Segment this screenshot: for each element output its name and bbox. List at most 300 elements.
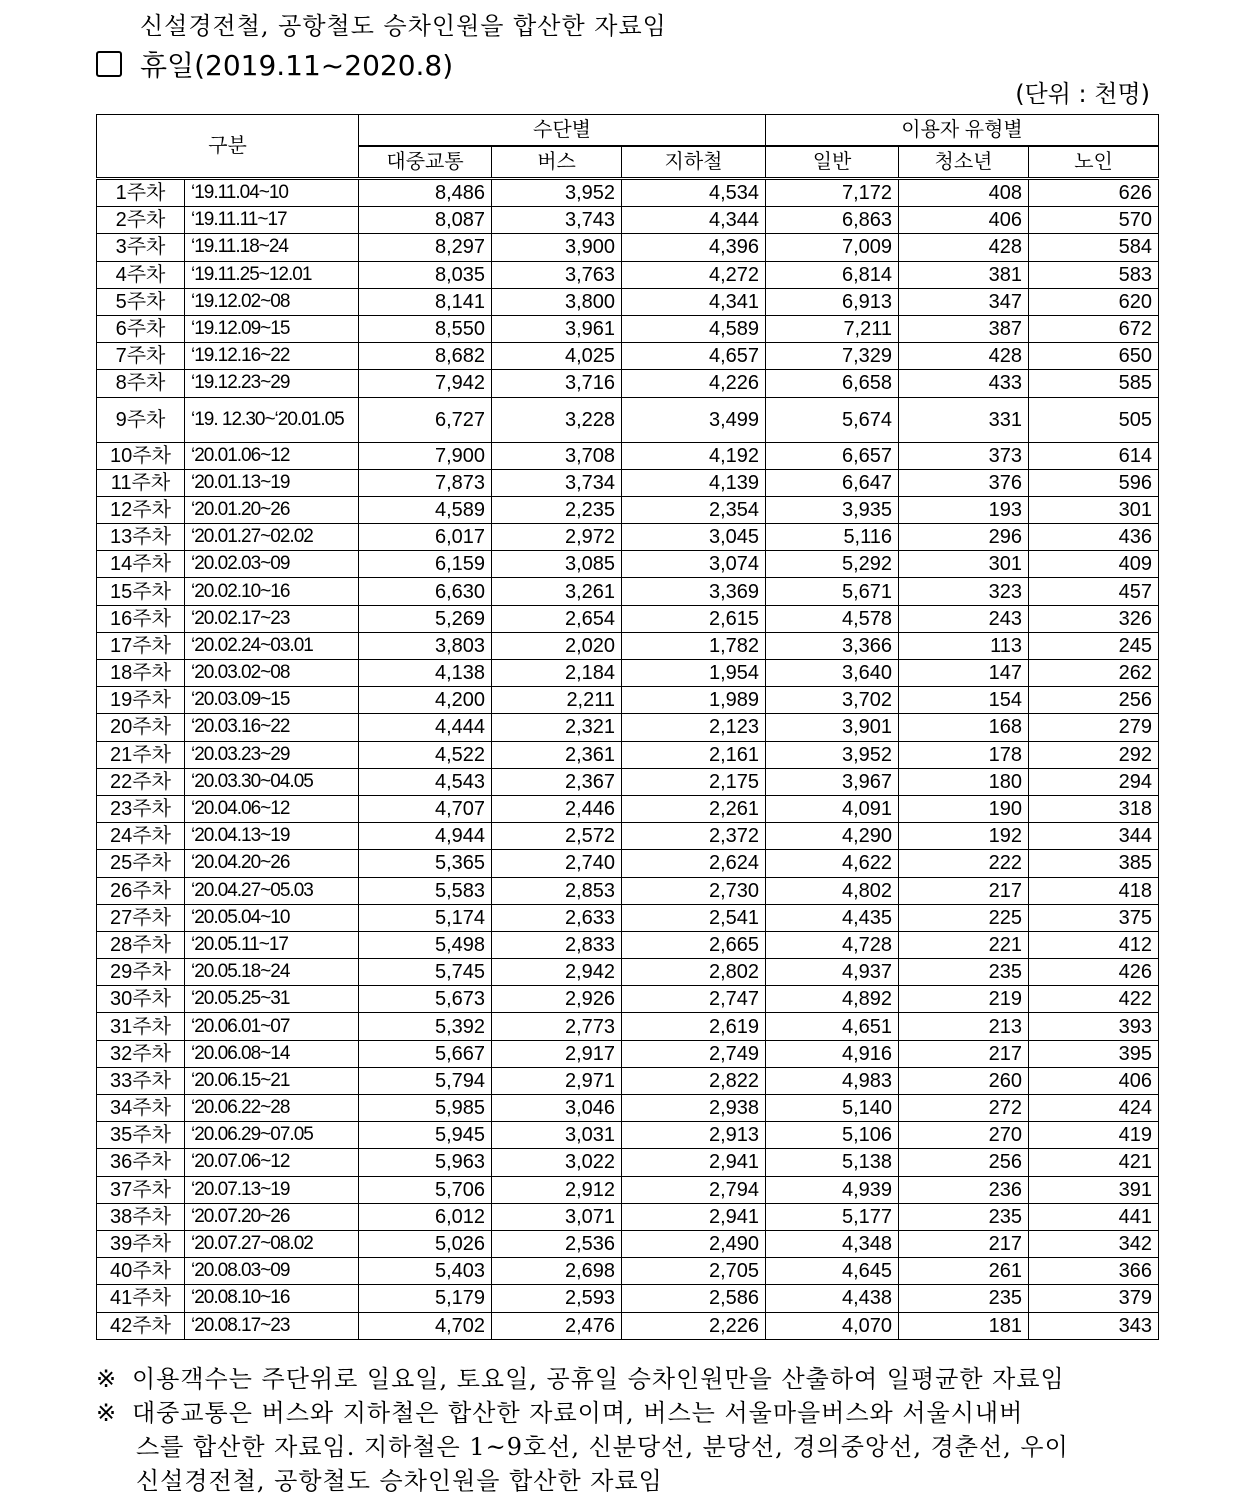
youth-cell: 222 bbox=[899, 850, 1029, 877]
youth-cell: 217 bbox=[899, 877, 1029, 904]
public-transit-cell: 5,365 bbox=[359, 850, 492, 877]
public-transit-cell: 6,727 bbox=[359, 397, 492, 442]
week-cell: 36주차 bbox=[97, 1149, 185, 1176]
senior-cell: 418 bbox=[1029, 877, 1159, 904]
week-cell: 11주차 bbox=[97, 469, 185, 496]
senior-cell: 419 bbox=[1029, 1122, 1159, 1149]
general-cell: 5,671 bbox=[766, 578, 899, 605]
bus-cell: 2,917 bbox=[492, 1040, 622, 1067]
bus-cell: 4,025 bbox=[492, 343, 622, 370]
public-transit-cell: 7,900 bbox=[359, 442, 492, 469]
public-transit-cell: 4,589 bbox=[359, 496, 492, 523]
bus-cell: 3,031 bbox=[492, 1122, 622, 1149]
period-cell: ‘20.06.08~14 bbox=[185, 1040, 359, 1067]
week-cell: 38주차 bbox=[97, 1203, 185, 1230]
table-row bbox=[97, 1312, 1159, 1339]
subway-cell: 2,938 bbox=[622, 1095, 766, 1122]
week-cell: 6주차 bbox=[97, 315, 185, 342]
senior-cell: 457 bbox=[1029, 578, 1159, 605]
bus-cell: 2,235 bbox=[492, 496, 622, 523]
table-row bbox=[97, 1176, 1159, 1203]
week-cell: 28주차 bbox=[97, 931, 185, 958]
youth-cell: 190 bbox=[899, 795, 1029, 822]
general-cell: 5,106 bbox=[766, 1122, 899, 1149]
youth-cell: 154 bbox=[899, 687, 1029, 714]
youth-cell: 192 bbox=[899, 823, 1029, 850]
subway-cell: 3,074 bbox=[622, 551, 766, 578]
week-cell: 8주차 bbox=[97, 370, 185, 397]
senior-cell: 422 bbox=[1029, 986, 1159, 1013]
subway-cell: 1,782 bbox=[622, 632, 766, 659]
period-cell: ‘20.08.03~09 bbox=[185, 1258, 359, 1285]
table-row bbox=[97, 343, 1159, 370]
checkbox-square-icon bbox=[96, 51, 122, 77]
bus-cell: 2,912 bbox=[492, 1176, 622, 1203]
bus-cell: 2,593 bbox=[492, 1285, 622, 1312]
header-col-youth: 청소년 bbox=[899, 146, 1029, 179]
continued-note-text: 신설경전철, 공항철도 승차인원을 합산한 자료임 bbox=[140, 12, 667, 40]
bus-cell: 3,743 bbox=[492, 207, 622, 234]
period-cell: ‘20.06.22~28 bbox=[185, 1095, 359, 1122]
youth-cell: 221 bbox=[899, 931, 1029, 958]
period-cell: ‘20.05.04~10 bbox=[185, 904, 359, 931]
week-cell: 16주차 bbox=[97, 605, 185, 632]
public-transit-cell: 4,702 bbox=[359, 1312, 492, 1339]
period-cell: ‘20.02.10~16 bbox=[185, 578, 359, 605]
senior-cell: 395 bbox=[1029, 1040, 1159, 1067]
general-cell: 4,802 bbox=[766, 877, 899, 904]
week-cell: 29주차 bbox=[97, 959, 185, 986]
note-2-line-1: 대중교통은 버스와 지하철은 합산한 자료이며, 버스는 서울마을버스와 서울시내버 bbox=[132, 1399, 1024, 1427]
general-cell: 5,138 bbox=[766, 1149, 899, 1176]
senior-cell: 301 bbox=[1029, 496, 1159, 523]
week-cell: 39주차 bbox=[97, 1230, 185, 1257]
public-transit-cell: 4,138 bbox=[359, 660, 492, 687]
general-cell: 3,952 bbox=[766, 741, 899, 768]
bus-cell: 2,698 bbox=[492, 1258, 622, 1285]
bus-cell: 2,833 bbox=[492, 931, 622, 958]
subway-cell: 2,665 bbox=[622, 931, 766, 958]
youth-cell: 331 bbox=[899, 397, 1029, 442]
senior-cell: 584 bbox=[1029, 234, 1159, 261]
table-row bbox=[97, 632, 1159, 659]
table-row bbox=[97, 959, 1159, 986]
general-cell: 4,728 bbox=[766, 931, 899, 958]
bus-cell: 3,228 bbox=[492, 397, 622, 442]
week-cell: 40주차 bbox=[97, 1258, 185, 1285]
public-transit-cell: 8,682 bbox=[359, 343, 492, 370]
bus-cell: 3,716 bbox=[492, 370, 622, 397]
public-transit-cell: 4,707 bbox=[359, 795, 492, 822]
bus-cell: 2,020 bbox=[492, 632, 622, 659]
bus-cell: 2,853 bbox=[492, 877, 622, 904]
general-cell: 5,140 bbox=[766, 1095, 899, 1122]
week-cell: 9주차 bbox=[97, 397, 185, 442]
public-transit-cell: 5,985 bbox=[359, 1095, 492, 1122]
note-1 bbox=[96, 1362, 1158, 1396]
general-cell: 7,211 bbox=[766, 315, 899, 342]
general-cell: 4,983 bbox=[766, 1067, 899, 1094]
table-row bbox=[97, 931, 1159, 958]
subway-cell: 2,624 bbox=[622, 850, 766, 877]
senior-cell: 391 bbox=[1029, 1176, 1159, 1203]
table-row bbox=[97, 1203, 1159, 1230]
public-transit-cell: 8,087 bbox=[359, 207, 492, 234]
note-2-line-3: 신설경전철, 공항철도 승차인원을 합산한 자료임 bbox=[136, 1467, 663, 1495]
table-row bbox=[97, 261, 1159, 288]
subway-cell: 4,657 bbox=[622, 343, 766, 370]
period-cell: ‘20.02.17~23 bbox=[185, 605, 359, 632]
public-transit-cell: 5,498 bbox=[359, 931, 492, 958]
table-row bbox=[97, 1067, 1159, 1094]
table-row bbox=[97, 496, 1159, 523]
senior-cell: 256 bbox=[1029, 687, 1159, 714]
bus-cell: 2,942 bbox=[492, 959, 622, 986]
youth-cell: 381 bbox=[899, 261, 1029, 288]
public-transit-cell: 5,745 bbox=[359, 959, 492, 986]
week-cell: 4주차 bbox=[97, 261, 185, 288]
public-transit-cell: 4,944 bbox=[359, 823, 492, 850]
public-transit-cell: 5,269 bbox=[359, 605, 492, 632]
period-cell: ‘20.08.10~16 bbox=[185, 1285, 359, 1312]
subway-cell: 2,747 bbox=[622, 986, 766, 1013]
period-cell: ‘20.06.15~21 bbox=[185, 1067, 359, 1094]
senior-cell: 614 bbox=[1029, 442, 1159, 469]
public-transit-cell: 5,179 bbox=[359, 1285, 492, 1312]
header-col-public-transit: 대중교통 bbox=[359, 146, 492, 179]
week-cell: 42주차 bbox=[97, 1312, 185, 1339]
week-cell: 10주차 bbox=[97, 442, 185, 469]
public-transit-cell: 5,963 bbox=[359, 1149, 492, 1176]
week-cell: 2주차 bbox=[97, 207, 185, 234]
unit-label: (단위 : 천명) bbox=[1015, 80, 1150, 108]
senior-cell: 620 bbox=[1029, 288, 1159, 315]
week-cell: 13주차 bbox=[97, 524, 185, 551]
period-cell: ‘20.05.11~17 bbox=[185, 931, 359, 958]
period-cell: ‘19. 12.30~‘20.01.05 bbox=[185, 397, 359, 442]
header-col-bus: 버스 bbox=[492, 146, 622, 179]
ridership-table bbox=[96, 114, 1159, 1340]
youth-cell: 213 bbox=[899, 1013, 1029, 1040]
youth-cell: 193 bbox=[899, 496, 1029, 523]
youth-cell: 301 bbox=[899, 551, 1029, 578]
public-transit-cell: 4,444 bbox=[359, 714, 492, 741]
youth-cell: 260 bbox=[899, 1067, 1029, 1094]
senior-cell: 245 bbox=[1029, 632, 1159, 659]
week-cell: 26주차 bbox=[97, 877, 185, 904]
general-cell: 7,329 bbox=[766, 343, 899, 370]
general-cell: 3,901 bbox=[766, 714, 899, 741]
subway-cell: 2,941 bbox=[622, 1203, 766, 1230]
bus-cell: 2,536 bbox=[492, 1230, 622, 1257]
youth-cell: 373 bbox=[899, 442, 1029, 469]
public-transit-cell: 3,803 bbox=[359, 632, 492, 659]
youth-cell: 168 bbox=[899, 714, 1029, 741]
table-row bbox=[97, 288, 1159, 315]
general-cell: 4,916 bbox=[766, 1040, 899, 1067]
table-row bbox=[97, 795, 1159, 822]
general-cell: 6,658 bbox=[766, 370, 899, 397]
subway-cell: 2,705 bbox=[622, 1258, 766, 1285]
youth-cell: 347 bbox=[899, 288, 1029, 315]
public-transit-cell: 7,873 bbox=[359, 469, 492, 496]
table-row bbox=[97, 850, 1159, 877]
senior-cell: 385 bbox=[1029, 850, 1159, 877]
table-row bbox=[97, 1013, 1159, 1040]
table-row bbox=[97, 1230, 1159, 1257]
public-transit-cell: 8,486 bbox=[359, 179, 492, 207]
period-cell: ‘19.12.09~15 bbox=[185, 315, 359, 342]
week-cell: 34주차 bbox=[97, 1095, 185, 1122]
subway-cell: 4,341 bbox=[622, 288, 766, 315]
week-cell: 20주차 bbox=[97, 714, 185, 741]
table-row bbox=[97, 605, 1159, 632]
header-group-mode: 수단별 bbox=[359, 115, 766, 147]
week-cell: 23주차 bbox=[97, 795, 185, 822]
period-cell: ‘19.11.18~24 bbox=[185, 234, 359, 261]
bus-cell: 3,085 bbox=[492, 551, 622, 578]
week-cell: 3주차 bbox=[97, 234, 185, 261]
general-cell: 4,435 bbox=[766, 904, 899, 931]
subway-cell: 2,226 bbox=[622, 1312, 766, 1339]
table-row bbox=[97, 687, 1159, 714]
subway-cell: 4,192 bbox=[622, 442, 766, 469]
period-cell: ‘20.06.01~07 bbox=[185, 1013, 359, 1040]
period-cell: ‘20.04.13~19 bbox=[185, 823, 359, 850]
youth-cell: 181 bbox=[899, 1312, 1029, 1339]
period-cell: ‘19.11.04~10 bbox=[185, 179, 359, 207]
bus-cell: 3,734 bbox=[492, 469, 622, 496]
senior-cell: 326 bbox=[1029, 605, 1159, 632]
public-transit-cell: 4,522 bbox=[359, 741, 492, 768]
table-row bbox=[97, 442, 1159, 469]
youth-cell: 219 bbox=[899, 986, 1029, 1013]
public-transit-cell: 5,706 bbox=[359, 1176, 492, 1203]
general-cell: 6,814 bbox=[766, 261, 899, 288]
bus-cell: 3,261 bbox=[492, 578, 622, 605]
senior-cell: 426 bbox=[1029, 959, 1159, 986]
senior-cell: 344 bbox=[1029, 823, 1159, 850]
period-cell: ‘20.04.06~12 bbox=[185, 795, 359, 822]
table-row bbox=[97, 524, 1159, 551]
youth-cell: 235 bbox=[899, 959, 1029, 986]
week-cell: 41주차 bbox=[97, 1285, 185, 1312]
general-cell: 5,674 bbox=[766, 397, 899, 442]
general-cell: 4,645 bbox=[766, 1258, 899, 1285]
table-row bbox=[97, 551, 1159, 578]
public-transit-cell: 5,026 bbox=[359, 1230, 492, 1257]
table-row bbox=[97, 578, 1159, 605]
bus-cell: 2,773 bbox=[492, 1013, 622, 1040]
header-col-general: 일반 bbox=[766, 146, 899, 179]
period-cell: ‘20.03.09~15 bbox=[185, 687, 359, 714]
youth-cell: 428 bbox=[899, 343, 1029, 370]
bus-cell: 2,572 bbox=[492, 823, 622, 850]
bus-cell: 2,361 bbox=[492, 741, 622, 768]
table-body bbox=[97, 179, 1159, 1340]
table-row bbox=[97, 741, 1159, 768]
public-transit-cell: 8,035 bbox=[359, 261, 492, 288]
senior-cell: 626 bbox=[1029, 179, 1159, 207]
period-cell: ‘20.03.02~08 bbox=[185, 660, 359, 687]
header-col-senior: 노인 bbox=[1029, 146, 1159, 179]
public-transit-cell: 6,012 bbox=[359, 1203, 492, 1230]
public-transit-cell: 4,543 bbox=[359, 768, 492, 795]
general-cell: 4,939 bbox=[766, 1176, 899, 1203]
youth-cell: 296 bbox=[899, 524, 1029, 551]
general-cell: 4,290 bbox=[766, 823, 899, 850]
header-gubun: 구분 bbox=[97, 115, 359, 179]
youth-cell: 261 bbox=[899, 1258, 1029, 1285]
subway-cell: 2,730 bbox=[622, 877, 766, 904]
table-row bbox=[97, 1040, 1159, 1067]
period-cell: ‘19.11.11~17 bbox=[185, 207, 359, 234]
senior-cell: 672 bbox=[1029, 315, 1159, 342]
senior-cell: 409 bbox=[1029, 551, 1159, 578]
youth-cell: 387 bbox=[899, 315, 1029, 342]
period-cell: ‘20.01.20~26 bbox=[185, 496, 359, 523]
table-row bbox=[97, 986, 1159, 1013]
subway-cell: 2,161 bbox=[622, 741, 766, 768]
week-cell: 14주차 bbox=[97, 551, 185, 578]
subway-cell: 2,586 bbox=[622, 1285, 766, 1312]
youth-cell: 406 bbox=[899, 207, 1029, 234]
general-cell: 3,967 bbox=[766, 768, 899, 795]
week-cell: 22주차 bbox=[97, 768, 185, 795]
table-row bbox=[97, 1285, 1159, 1312]
general-cell: 6,863 bbox=[766, 207, 899, 234]
senior-cell: 596 bbox=[1029, 469, 1159, 496]
period-cell: ‘20.05.18~24 bbox=[185, 959, 359, 986]
senior-cell: 436 bbox=[1029, 524, 1159, 551]
subway-cell: 4,344 bbox=[622, 207, 766, 234]
subway-cell: 1,954 bbox=[622, 660, 766, 687]
general-cell: 6,657 bbox=[766, 442, 899, 469]
general-cell: 3,366 bbox=[766, 632, 899, 659]
senior-cell: 585 bbox=[1029, 370, 1159, 397]
table-row bbox=[97, 768, 1159, 795]
general-cell: 4,091 bbox=[766, 795, 899, 822]
general-cell: 4,578 bbox=[766, 605, 899, 632]
subway-cell: 3,499 bbox=[622, 397, 766, 442]
senior-cell: 343 bbox=[1029, 1312, 1159, 1339]
period-cell: ‘20.03.30~04.05 bbox=[185, 768, 359, 795]
period-cell: ‘20.08.17~23 bbox=[185, 1312, 359, 1339]
general-cell: 4,892 bbox=[766, 986, 899, 1013]
subway-cell: 2,261 bbox=[622, 795, 766, 822]
table-row bbox=[97, 1122, 1159, 1149]
notes bbox=[96, 1362, 1158, 1498]
subway-cell: 2,802 bbox=[622, 959, 766, 986]
table-row bbox=[97, 660, 1159, 687]
week-cell: 21주차 bbox=[97, 741, 185, 768]
general-cell: 6,647 bbox=[766, 469, 899, 496]
public-transit-cell: 5,583 bbox=[359, 877, 492, 904]
table-row bbox=[97, 397, 1159, 442]
period-cell: ‘20.07.13~19 bbox=[185, 1176, 359, 1203]
header-group-user: 이용자 유형별 bbox=[766, 115, 1159, 147]
public-transit-cell: 8,141 bbox=[359, 288, 492, 315]
subway-cell: 3,045 bbox=[622, 524, 766, 551]
period-cell: ‘20.07.20~26 bbox=[185, 1203, 359, 1230]
subway-cell: 2,490 bbox=[622, 1230, 766, 1257]
subway-cell: 2,794 bbox=[622, 1176, 766, 1203]
general-cell: 4,070 bbox=[766, 1312, 899, 1339]
table-row bbox=[97, 234, 1159, 261]
public-transit-cell: 5,403 bbox=[359, 1258, 492, 1285]
period-cell: ‘19.12.23~29 bbox=[185, 370, 359, 397]
week-cell: 5주차 bbox=[97, 288, 185, 315]
subway-cell: 4,396 bbox=[622, 234, 766, 261]
youth-cell: 270 bbox=[899, 1122, 1029, 1149]
subway-cell: 2,354 bbox=[622, 496, 766, 523]
youth-cell: 113 bbox=[899, 632, 1029, 659]
public-transit-cell: 5,667 bbox=[359, 1040, 492, 1067]
public-transit-cell: 6,017 bbox=[359, 524, 492, 551]
general-cell: 5,292 bbox=[766, 551, 899, 578]
period-cell: ‘20.01.06~12 bbox=[185, 442, 359, 469]
week-cell: 37주차 bbox=[97, 1176, 185, 1203]
bus-cell: 3,961 bbox=[492, 315, 622, 342]
subway-cell: 2,941 bbox=[622, 1149, 766, 1176]
table-row bbox=[97, 1095, 1159, 1122]
bus-cell: 2,184 bbox=[492, 660, 622, 687]
period-cell: ‘19.12.16~22 bbox=[185, 343, 359, 370]
bus-cell: 3,763 bbox=[492, 261, 622, 288]
bus-cell: 3,900 bbox=[492, 234, 622, 261]
week-cell: 7주차 bbox=[97, 343, 185, 370]
senior-cell: 583 bbox=[1029, 261, 1159, 288]
subway-cell: 2,749 bbox=[622, 1040, 766, 1067]
week-cell: 27주차 bbox=[97, 904, 185, 931]
senior-cell: 342 bbox=[1029, 1230, 1159, 1257]
header-col-subway: 지하철 bbox=[622, 146, 766, 179]
period-cell: ‘20.07.27~08.02 bbox=[185, 1230, 359, 1257]
table-row bbox=[97, 1149, 1159, 1176]
period-cell: ‘20.02.03~09 bbox=[185, 551, 359, 578]
senior-cell: 262 bbox=[1029, 660, 1159, 687]
youth-cell: 323 bbox=[899, 578, 1029, 605]
table-row bbox=[97, 179, 1159, 207]
youth-cell: 147 bbox=[899, 660, 1029, 687]
week-cell: 33주차 bbox=[97, 1067, 185, 1094]
table-row bbox=[97, 823, 1159, 850]
public-transit-cell: 8,550 bbox=[359, 315, 492, 342]
note-2-line-2: 스를 합산한 자료임. 지하철은 1~9호선, 신분당선, 분당선, 경의중앙선, 경춘선, 우이 bbox=[136, 1433, 1069, 1461]
general-cell: 4,937 bbox=[766, 959, 899, 986]
table-row bbox=[97, 714, 1159, 741]
youth-cell: 217 bbox=[899, 1230, 1029, 1257]
general-cell: 3,640 bbox=[766, 660, 899, 687]
general-cell: 3,702 bbox=[766, 687, 899, 714]
senior-cell: 375 bbox=[1029, 904, 1159, 931]
bus-cell: 3,800 bbox=[492, 288, 622, 315]
senior-cell: 406 bbox=[1029, 1067, 1159, 1094]
week-cell: 12주차 bbox=[97, 496, 185, 523]
period-cell: ‘20.06.29~07.05 bbox=[185, 1122, 359, 1149]
week-cell: 32주차 bbox=[97, 1040, 185, 1067]
subway-cell: 2,372 bbox=[622, 823, 766, 850]
week-cell: 17주차 bbox=[97, 632, 185, 659]
youth-cell: 376 bbox=[899, 469, 1029, 496]
period-cell: ‘20.07.06~12 bbox=[185, 1149, 359, 1176]
youth-cell: 408 bbox=[899, 179, 1029, 207]
youth-cell: 272 bbox=[899, 1095, 1029, 1122]
period-cell: ‘20.03.16~22 bbox=[185, 714, 359, 741]
table-row bbox=[97, 370, 1159, 397]
week-cell: 35주차 bbox=[97, 1122, 185, 1149]
subway-cell: 4,534 bbox=[622, 179, 766, 207]
